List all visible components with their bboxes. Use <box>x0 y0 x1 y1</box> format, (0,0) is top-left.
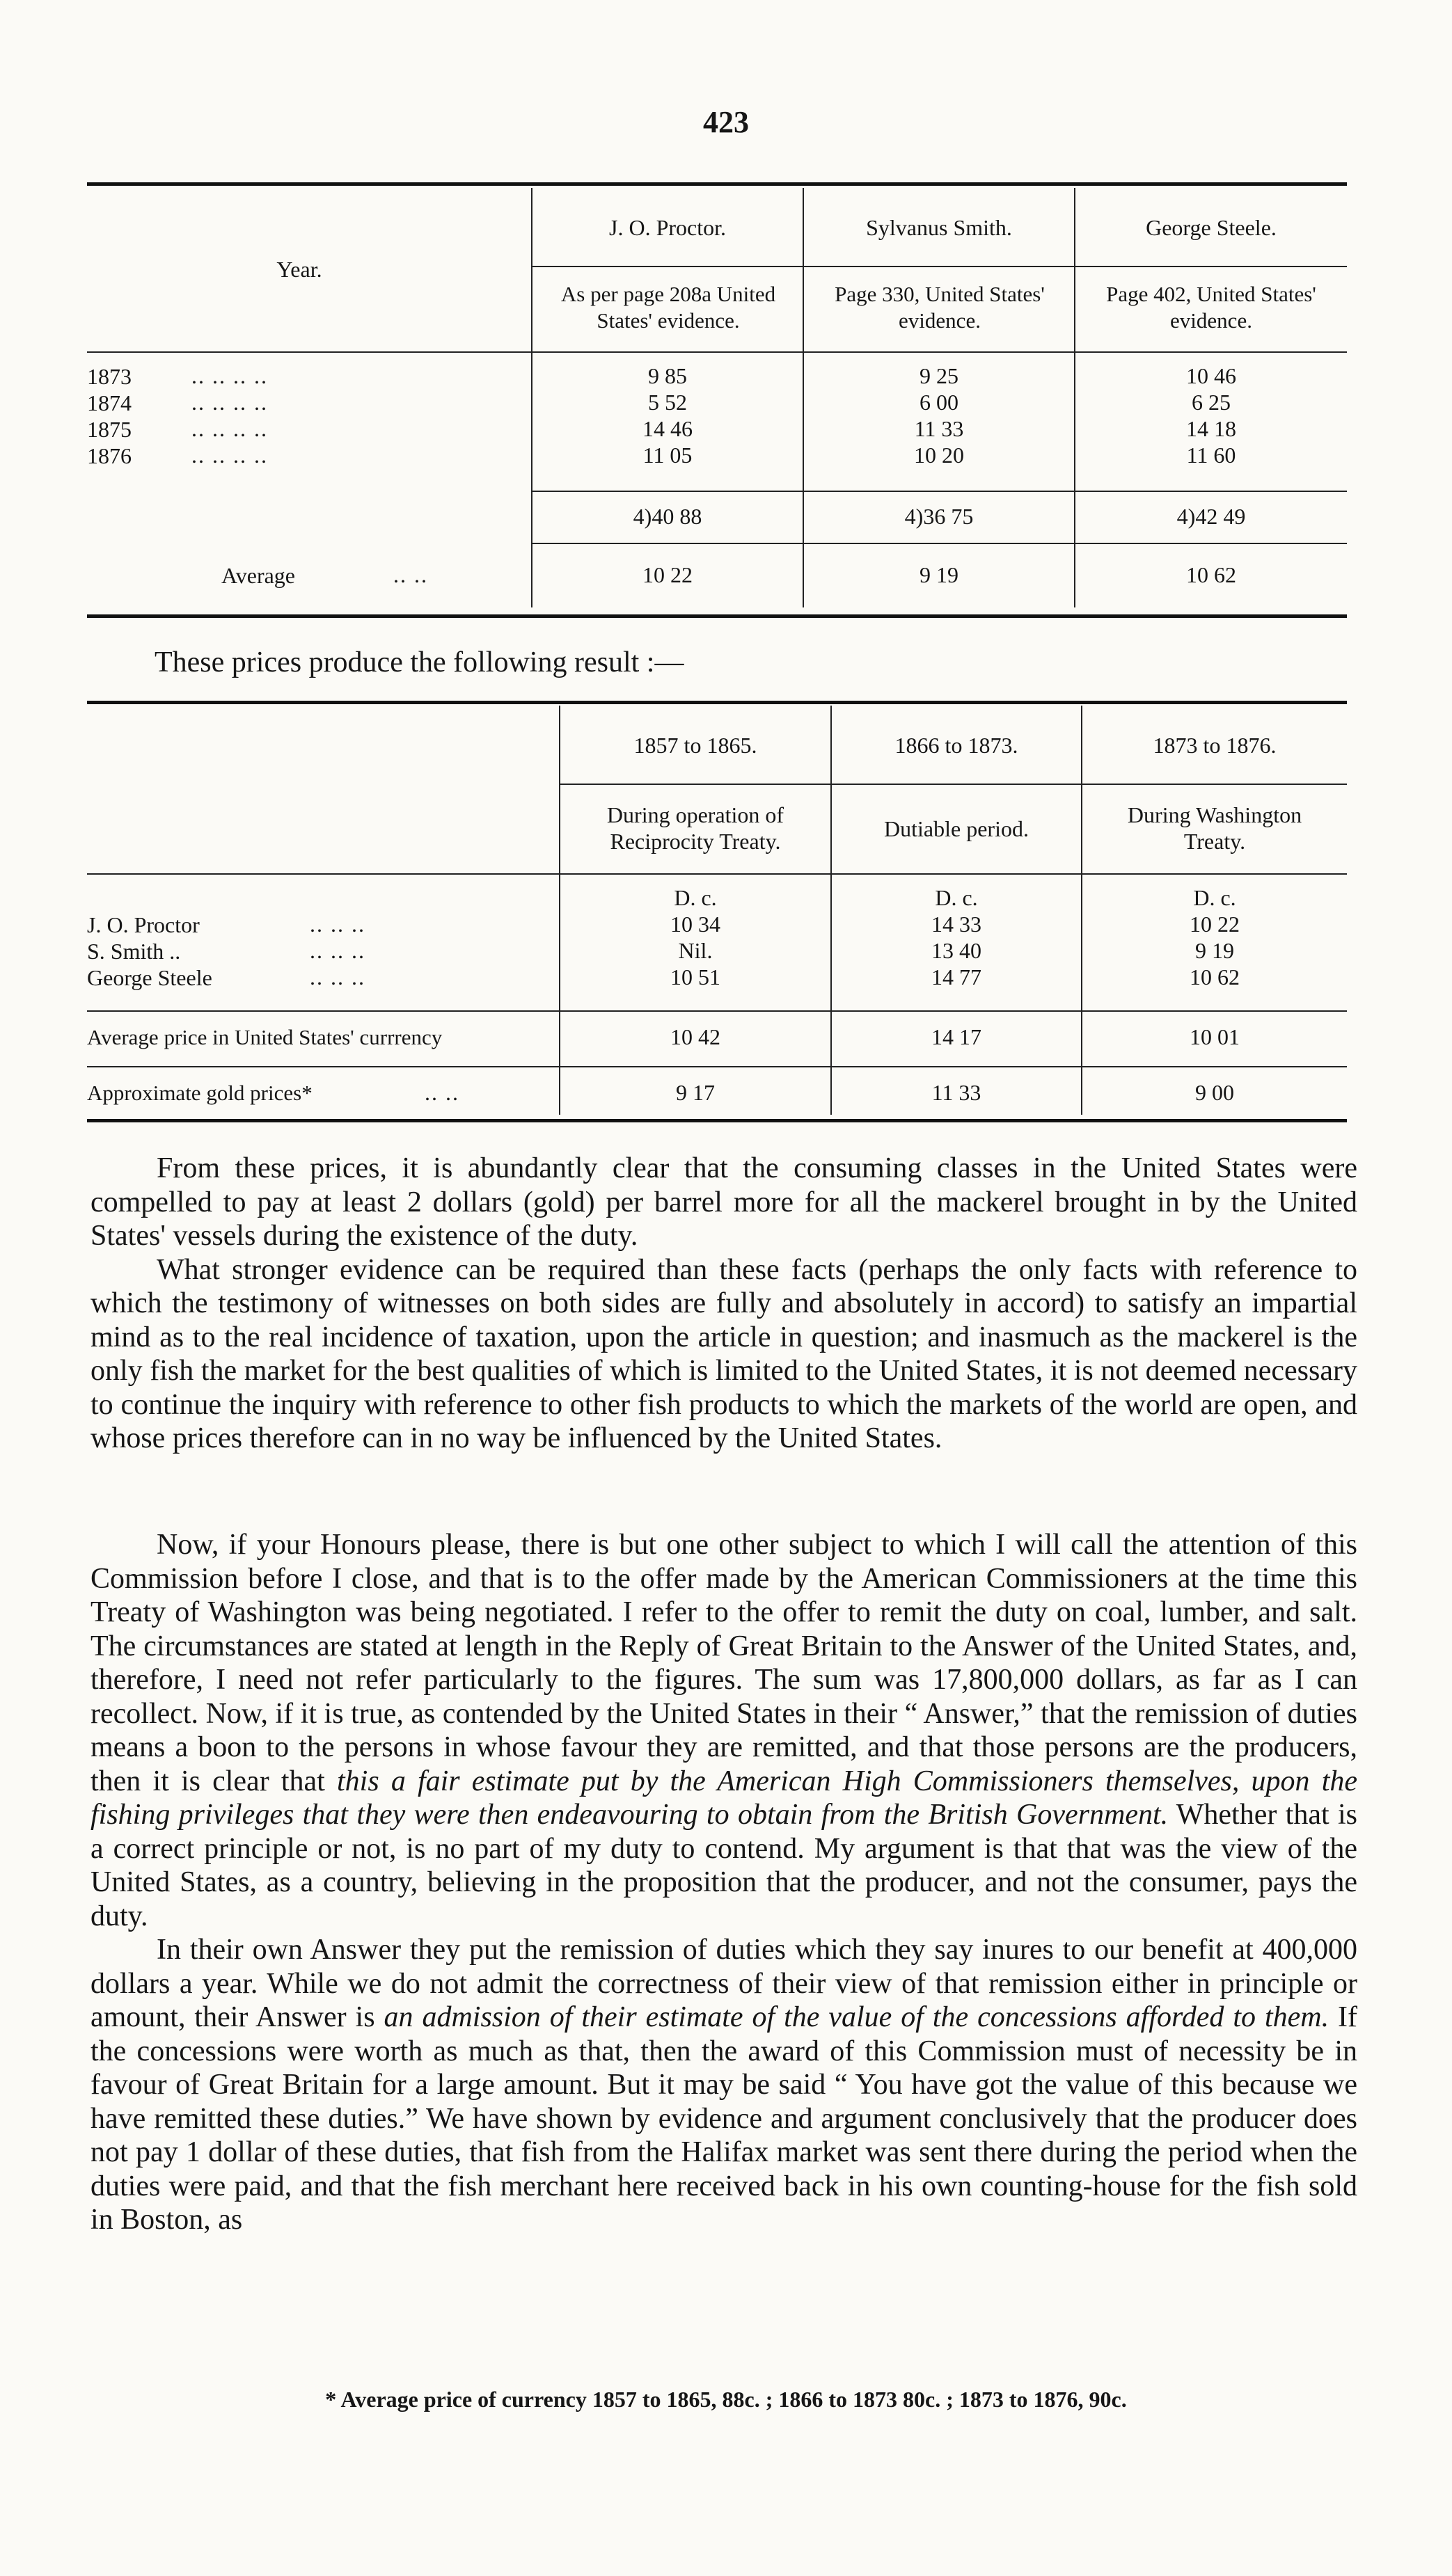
average-cell: 10 01 <box>1190 1024 1240 1049</box>
table-cell: 9 19 <box>1195 938 1234 963</box>
total-cell: 4)40 88 <box>633 504 702 529</box>
leader-dots: .. .. .. <box>310 938 365 963</box>
emphasis-text: an admission of their estimate of the value of the concessions afforded to them. <box>384 2001 1329 2033</box>
table-cell: 11 60 <box>1186 443 1236 468</box>
table-cell: 5 52 <box>648 390 687 415</box>
table2-top-rule <box>87 701 1347 704</box>
column-header: Sylvanus Smith. <box>866 215 1012 240</box>
average-cell: 9 19 <box>920 562 958 587</box>
row-label: S. Smith .. <box>87 939 181 964</box>
table-cell: 6 25 <box>1192 390 1231 415</box>
period-description: During Washington Treaty. <box>1127 802 1302 854</box>
period-description: During operation of Reciprocity Treaty. <box>606 802 784 854</box>
table-cell: 10 22 <box>1190 912 1240 937</box>
table-cell: Nil. <box>678 938 713 963</box>
table-cell: 9 85 <box>648 363 687 388</box>
total-cell: 4)36 75 <box>904 504 974 529</box>
paragraph-text: If the concessions were worth as much as that, then the award of this Commission must of necessity be in favour of Great Britain for a large amount. But it may be said “ You have got the value of this because we have remitted these duties.” We have shown by evidence and argument conclusively that the producer does not pay 1 dollar of these duties, that fish from the Halifax market was sent there during the period when the duties were paid, and that the fish merchant here received back in his own counting-house for the fish sold in Boston, as <box>90 2001 1358 2236</box>
row-label: J. O. Proctor <box>87 912 200 937</box>
unit-label: D. c. <box>1193 885 1236 910</box>
average-cell: 10 42 <box>670 1024 720 1049</box>
year-label: 1875 <box>87 417 132 442</box>
row-label: George Steele <box>87 965 212 990</box>
table-cell: 10 20 <box>914 443 964 468</box>
table-cell: 14 77 <box>931 964 981 989</box>
table1-header-rule <box>87 351 1347 353</box>
table1-header-rule <box>531 266 1347 267</box>
table-cell: 10 51 <box>670 964 720 989</box>
average-cell: 10 22 <box>642 562 693 587</box>
year-header: Year. <box>276 257 322 282</box>
gold-price-label: Approximate gold prices* <box>87 1081 313 1105</box>
paragraph-text: In their own Answer they put the remission of duties which they say inures to our benefit at 400,000 dollars a year. While we do not admit the correctness of their view of that remission either in principle or amount, their Answer is <box>90 1934 1357 2033</box>
table2-bottom-rule <box>87 1119 1347 1122</box>
paragraph: What stronger evidence can be required than these facts (perhaps the only facts with reference to which the testimony of witnesses on both sides are fully and absolutely in accord) to satisfy an impartial mind as to the real incidence of taxation, upon the article in question; and inasmuch as the mackerel is the only fish the market for the best qualities of which is limited to the United States, it is not deemed necessary to continue the inquiry with reference to other fish products to which the markets of the world are open, and whose prices therefore can in no way be influenced by the United States. <box>90 1253 1357 1454</box>
emphasis-text: this a fair estimate put by the American High Commissioners themselves, upon the fishing privileges that they were then endeavouring to obtain from the British Government. <box>90 1765 1358 1831</box>
unit-label: D. c. <box>935 885 978 910</box>
column-header: J. O. Proctor. <box>609 215 726 240</box>
intro-text: These prices produce the following result :— <box>155 646 684 678</box>
leader-dots: .. .. .. <box>310 964 365 989</box>
page-number: 423 <box>703 105 749 139</box>
column-source: As per page 208a United States' evidence. <box>560 282 776 333</box>
average-cell: 14 17 <box>931 1024 981 1049</box>
paragraph <box>90 1933 1357 2237</box>
leader-dots: .. .. .. .. <box>191 416 268 441</box>
table1-total-rule <box>531 543 1347 544</box>
leader-dots: .. .. .. .. <box>191 363 268 388</box>
table-cell: 14 18 <box>1186 416 1236 441</box>
average-cell: 10 62 <box>1186 562 1236 587</box>
period-header: 1873 to 1876. <box>1153 733 1277 758</box>
leader-dots: .. .. <box>425 1080 459 1105</box>
average-label: Average <box>221 563 295 588</box>
footnote: * Average price of currency 1857 to 1865, 88c. ; 1866 to 1873 80c. ; 1873 to 1876, 90c. <box>325 2387 1127 2412</box>
gold-cell: 9 17 <box>676 1080 715 1105</box>
paragraph-text: Now, if your Honours please, there is but one other subject to which I will call the attention of this Commission before I close, and that is to the offer made by the American Commissioners at the time this Treaty of Washington was being negotiated. I refer to the offer to remit the duty on coal, lumber, and salt. The circumstances are stated at length in the Reply of Great Britain to the Answer of the United States, and, therefore, I need not refer particularly to the figures. The sum was 17,800,000 dollars, as far as I can recollect. Now, if it is true, as contended by the United States in their “ Answer,” that the remission of duties means a boon to the persons in whose favour they are remitted, and that those persons are the producers, then it is clear that <box>90 1529 1357 1797</box>
table-cell: 14 46 <box>642 416 693 441</box>
total-cell: 4)42 49 <box>1176 504 1246 529</box>
period-header: 1857 to 1865. <box>633 733 757 758</box>
table-cell: 11 33 <box>914 416 964 441</box>
column-source: Page 402, United States' evidence. <box>1106 282 1316 333</box>
year-label: 1873 <box>87 364 132 389</box>
table2-header-rule <box>559 784 1347 785</box>
table2-rule <box>87 1010 1347 1012</box>
paragraph-text: Whether that is a correct principle or not, is no part of my duty to contend. My argument is that that was the view of the United States, as a country, believing in the proposition that the producer, and not the consumer, pays the duty. <box>90 1799 1357 1932</box>
unit-label: D. c. <box>674 885 717 910</box>
leader-dots: .. .. <box>393 562 428 587</box>
table-cell: 10 34 <box>670 912 720 937</box>
table-cell: 14 33 <box>931 912 981 937</box>
table1-total-rule <box>531 491 1347 492</box>
gold-cell: 9 00 <box>1195 1080 1234 1105</box>
table-cell: 13 40 <box>931 938 981 963</box>
table-cell: 6 00 <box>920 390 958 415</box>
table1-bottom-rule <box>87 614 1347 618</box>
table-cell: 10 62 <box>1190 964 1240 989</box>
table2-header-rule <box>87 873 1347 875</box>
table-cell: 10 46 <box>1186 363 1236 388</box>
gold-cell: 11 33 <box>931 1080 981 1105</box>
period-header: 1866 to 1873. <box>894 733 1018 758</box>
period-description: Dutiable period. <box>884 816 1029 841</box>
table-cell: 9 25 <box>920 363 958 388</box>
column-source: Page 330, United States' evidence. <box>835 282 1045 333</box>
leader-dots: .. .. .. .. <box>191 443 268 468</box>
year-label: 1876 <box>87 443 132 468</box>
table1-top-rule <box>87 182 1347 186</box>
body-text-lower <box>90 1528 1357 2237</box>
table-cell: 11 05 <box>642 443 693 468</box>
table2-rule <box>87 1066 1347 1067</box>
year-label: 1874 <box>87 390 132 415</box>
paragraph: From these prices, it is abundantly clear that the consuming classes in the United States were compelled to pay at least 2 dollars (gold) per barrel more for all the mackerel brought in by the United States' vessels during the existence of the duty. <box>90 1152 1357 1252</box>
leader-dots: .. .. .. <box>310 912 365 937</box>
column-header: George Steele. <box>1146 215 1277 240</box>
leader-dots: .. .. .. .. <box>191 390 268 415</box>
average-price-label: Average price in United States' currrency <box>87 1025 443 1049</box>
paragraph <box>90 1528 1357 1933</box>
body-text-upper <box>90 1152 1357 1456</box>
